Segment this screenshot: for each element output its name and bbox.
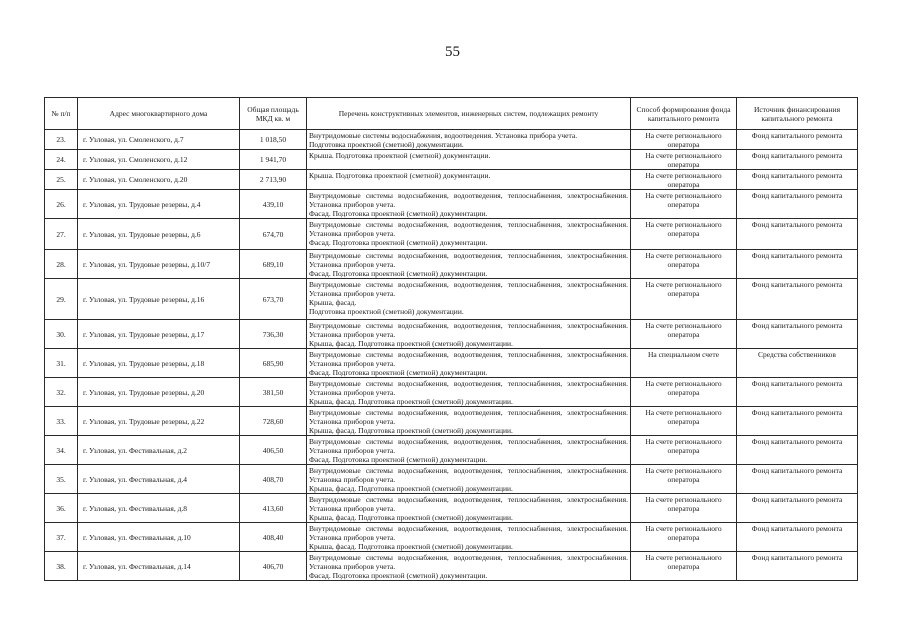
table-row: [45, 279, 858, 320]
table-row: [45, 170, 858, 190]
row-area: 1 018,50: [240, 130, 307, 150]
work-item: Крыша. Подготовка проектной (сметной) документации.: [309, 151, 491, 160]
row-funding-source: Фонд капитального ремонта: [737, 494, 858, 523]
row-funding-source: Фонд капитального ремонта: [737, 320, 858, 349]
row-number: 24.: [45, 150, 78, 170]
row-fund-method: На счете регионального оператора: [631, 219, 737, 250]
work-item: Внутридомовые системы водоснабжения, водоотведения, теплоснабжения, электроснабжения. Установка приборов учета.: [309, 524, 628, 542]
table-row: [45, 552, 858, 581]
work-item: Подготовка проектной (сметной) документации.: [309, 307, 464, 316]
row-area: 673,70: [240, 279, 307, 320]
row-address: г. Узловая, ул. Смоленского, д.20: [78, 170, 240, 190]
row-funding-source: Фонд капитального ремонта: [737, 190, 858, 219]
row-works: [307, 320, 631, 349]
row-address: г. Узловая, ул. Трудовые резервы, д.4: [78, 190, 240, 219]
work-item: Внутридомовые системы водоснабжения, водоотведения, теплоснабжения, электроснабжения. Установка приборов учета.: [309, 553, 628, 571]
row-fund-method: На счете регионального оператора: [631, 279, 737, 320]
header-address: Адрес многоквартирного дома: [78, 98, 240, 130]
row-number: 29.: [45, 279, 78, 320]
row-funding-source: Средства собственников: [737, 349, 858, 378]
row-funding-source: Фонд капитального ремонта: [737, 279, 858, 320]
work-item: Внутридомовые системы водоснабжения, водоотведения, теплоснабжения, электроснабжения. Установка приборов учета.: [309, 437, 628, 455]
row-area: 406,70: [240, 552, 307, 581]
work-item: Внутридомовые системы водоснабжения, водоотведения, теплоснабжения, электроснабжения. Установка приборов учета.: [309, 379, 628, 397]
row-fund-method: На счете регионального оператора: [631, 170, 737, 190]
row-address: г. Узловая, ул. Фестивальная, д.8: [78, 494, 240, 523]
row-funding-source: Фонд капитального ремонта: [737, 552, 858, 581]
row-area: 674,70: [240, 219, 307, 250]
row-number: 33.: [45, 407, 78, 436]
work-item: Внутридомовые системы водоснабжения, водоотведения, теплоснабжения, электроснабжения. Установка приборов учета.: [309, 466, 628, 484]
row-funding-source: Фонд капитального ремонта: [737, 130, 858, 150]
row-address: г. Узловая, ул. Смоленского, д.7: [78, 130, 240, 150]
work-item: Внутридомовые системы водоснабжения, водоотведения, теплоснабжения, электроснабжения. Установка приборов учета.: [309, 251, 628, 269]
row-address: г. Узловая, ул. Фестивальная, д.10: [78, 523, 240, 552]
row-number: 32.: [45, 378, 78, 407]
row-works: [307, 279, 631, 320]
work-item: Фасад. Подготовка проектной (сметной) документации.: [309, 571, 488, 580]
table-row: [45, 320, 858, 349]
row-works: [307, 349, 631, 378]
row-works: [307, 552, 631, 581]
row-works: [307, 494, 631, 523]
header-num: № п/п: [45, 98, 78, 130]
row-address: г. Узловая, ул. Смоленского, д.12: [78, 150, 240, 170]
row-address: г. Узловая, ул. Фестивальная, д.14: [78, 552, 240, 581]
row-number: 28.: [45, 250, 78, 279]
work-item: Внутридомовые системы водоснабжения, водоотведения, теплоснабжения, электроснабжения. Установка приборов учета.: [309, 495, 628, 513]
work-item: Крыша, фасад. Подготовка проектной (сметной) документации.: [309, 484, 513, 493]
row-area: 736,30: [240, 320, 307, 349]
row-works: [307, 219, 631, 250]
table-row: [45, 219, 858, 250]
work-item: Крыша, фасад. Подготовка проектной (сметной) документации.: [309, 513, 513, 522]
table-body: [45, 130, 858, 581]
work-item: Крыша, фасад. Подготовка проектной (сметной) документации.: [309, 397, 513, 406]
row-address: г. Узловая, ул. Трудовые резервы, д.18: [78, 349, 240, 378]
row-fund-method: На счете регионального оператора: [631, 320, 737, 349]
row-number: 36.: [45, 494, 78, 523]
work-item: Фасад. Подготовка проектной (сметной) документации.: [309, 269, 488, 278]
row-address: г. Узловая, ул. Трудовые резервы, д.10/7: [78, 250, 240, 279]
work-item: Крыша. Подготовка проектной (сметной) документации.: [309, 171, 491, 180]
page-number: 55: [445, 44, 460, 60]
row-funding-source: Фонд капитального ремонта: [737, 378, 858, 407]
row-number: 26.: [45, 190, 78, 219]
row-fund-method: На счете регионального оператора: [631, 465, 737, 494]
row-fund-method: На счете регионального оператора: [631, 494, 737, 523]
row-funding-source: Фонд капитального ремонта: [737, 170, 858, 190]
row-address: г. Узловая, ул. Трудовые резервы, д.16: [78, 279, 240, 320]
table-row: [45, 523, 858, 552]
row-area: 685,90: [240, 349, 307, 378]
row-works: [307, 170, 631, 190]
row-number: 23.: [45, 130, 78, 150]
row-funding-source: Фонд капитального ремонта: [737, 150, 858, 170]
row-area: 689,10: [240, 250, 307, 279]
table-row: [45, 407, 858, 436]
row-number: 25.: [45, 170, 78, 190]
row-address: г. Узловая, ул. Трудовые резервы, д.22: [78, 407, 240, 436]
row-address: г. Узловая, ул. Фестивальная, д.4: [78, 465, 240, 494]
work-item: Внутридомовые системы водоснабжения, водоотведения, теплоснабжения, электроснабжения. Установка приборов учета.: [309, 321, 628, 339]
header-method: Способ формирования фонда капитального ремонта: [631, 98, 737, 130]
work-item: Внутридомовые системы водоснабжения, водоотведения. Установка прибора учета.: [309, 131, 578, 140]
row-fund-method: На счете регионального оператора: [631, 407, 737, 436]
row-fund-method: На счете регионального оператора: [631, 378, 737, 407]
row-works: [307, 150, 631, 170]
row-area: 439,10: [240, 190, 307, 219]
work-item: Крыша, фасад. Подготовка проектной (сметной) документации.: [309, 542, 513, 551]
row-area: 2 713,90: [240, 170, 307, 190]
row-number: 37.: [45, 523, 78, 552]
row-address: г. Узловая, ул. Фестивальная, д.2: [78, 436, 240, 465]
work-item: Крыша, фасад. Подготовка проектной (сметной) документации.: [309, 426, 513, 435]
row-address: г. Узловая, ул. Трудовые резервы, д.17: [78, 320, 240, 349]
row-works: [307, 523, 631, 552]
work-item: Внутридомовые системы водоснабжения, водоотведения, теплоснабжения, электроснабжения. Установка приборов учета.: [309, 350, 628, 368]
header-area: Общая площадь МКД кв. м: [240, 98, 307, 130]
row-address: г. Узловая, ул. Трудовые резервы, д.20: [78, 378, 240, 407]
row-number: 35.: [45, 465, 78, 494]
row-funding-source: Фонд капитального ремонта: [737, 219, 858, 250]
table-header-row: [45, 98, 858, 130]
work-item: Фасад. Подготовка проектной (сметной) документации.: [309, 209, 488, 218]
row-number: 38.: [45, 552, 78, 581]
row-fund-method: На счете регионального оператора: [631, 150, 737, 170]
work-item: Крыша, фасад.: [309, 298, 357, 307]
table-row: [45, 130, 858, 150]
work-item: Внутридомовые системы водоснабжения, водоотведения, теплоснабжения, электроснабжения. Установка приборов учета.: [309, 191, 628, 209]
row-works: [307, 130, 631, 150]
row-address: г. Узловая, ул. Трудовые резервы, д.6: [78, 219, 240, 250]
table-row: [45, 494, 858, 523]
row-area: 406,50: [240, 436, 307, 465]
row-funding-source: Фонд капитального ремонта: [737, 250, 858, 279]
work-item: Подготовка проектной (сметной) документации.: [309, 140, 464, 149]
table-row: [45, 250, 858, 279]
work-item: Внутридомовые системы водоснабжения, водоотведения, теплоснабжения, электроснабжения. Установка приборов учета.: [309, 408, 628, 426]
table-row: [45, 349, 858, 378]
row-funding-source: Фонд капитального ремонта: [737, 465, 858, 494]
work-item: Фасад. Подготовка проектной (сметной) документации.: [309, 455, 488, 464]
row-area: 728,60: [240, 407, 307, 436]
row-area: 408,40: [240, 523, 307, 552]
row-works: [307, 407, 631, 436]
row-number: 27.: [45, 219, 78, 250]
table-row: [45, 190, 858, 219]
row-funding-source: Фонд капитального ремонта: [737, 407, 858, 436]
work-item: Крыша, фасад. Подготовка проектной (сметной) документации.: [309, 339, 513, 348]
row-fund-method: На счете регионального оператора: [631, 436, 737, 465]
row-area: 1 941,70: [240, 150, 307, 170]
row-number: 34.: [45, 436, 78, 465]
table-row: [45, 378, 858, 407]
row-area: 381,50: [240, 378, 307, 407]
row-works: [307, 436, 631, 465]
row-fund-method: На счете регионального оператора: [631, 130, 737, 150]
row-area: 408,70: [240, 465, 307, 494]
header-works: Перечень конструктивных элементов, инженерных систем, подлежащих ремонту: [307, 98, 631, 130]
row-funding-source: Фонд капитального ремонта: [737, 523, 858, 552]
work-item: Фасад. Подготовка проектной (сметной) документации.: [309, 238, 488, 247]
repair-plan-table: [44, 97, 858, 581]
row-fund-method: На счете регионального оператора: [631, 250, 737, 279]
row-area: 413,60: [240, 494, 307, 523]
row-works: [307, 465, 631, 494]
row-fund-method: На счете регионального оператора: [631, 190, 737, 219]
row-fund-method: На специальном счете: [631, 349, 737, 378]
work-item: Внутридомовые системы водоснабжения, водоотведения, теплоснабжения, электроснабжения. Установка приборов учета.: [309, 220, 628, 238]
row-works: [307, 250, 631, 279]
work-item: Фасад. Подготовка проектной (сметной) документации.: [309, 368, 488, 377]
row-number: 31.: [45, 349, 78, 378]
row-fund-method: На счете регионального оператора: [631, 523, 737, 552]
row-works: [307, 378, 631, 407]
table-row: [45, 436, 858, 465]
table-row: [45, 150, 858, 170]
row-funding-source: Фонд капитального ремонта: [737, 436, 858, 465]
row-fund-method: На счете регионального оператора: [631, 552, 737, 581]
work-item: Внутридомовые системы водоснабжения, водоотведения, теплоснабжения, электроснабжения. Установка приборов учета.: [309, 280, 628, 298]
row-number: 30.: [45, 320, 78, 349]
header-source: Источник финансирования капитального ремонта: [737, 98, 858, 130]
table-row: [45, 465, 858, 494]
row-works: [307, 190, 631, 219]
